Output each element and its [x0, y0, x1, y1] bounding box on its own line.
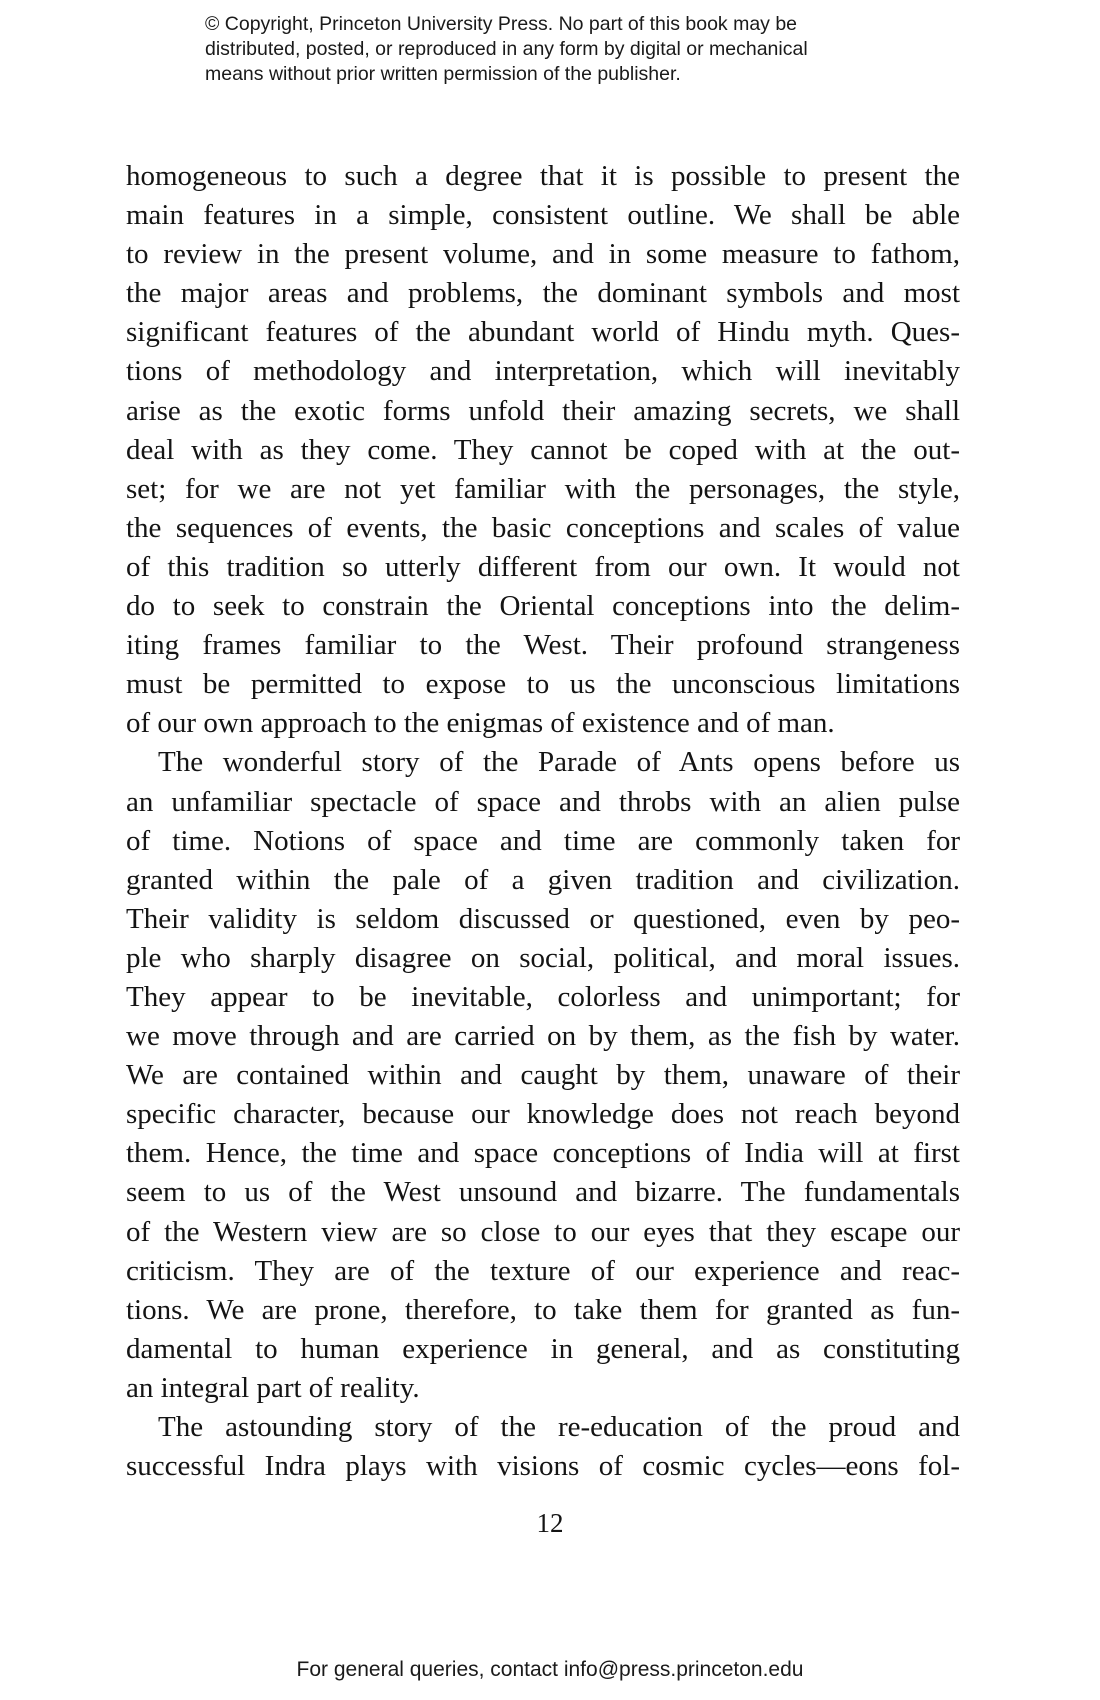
- text-line: of this tradition so utterly different from our own. It would not: [126, 550, 960, 583]
- text-line: set; for we are not yet familiar with the personages, the style,: [126, 472, 960, 505]
- text-line: tions of methodology and interpretation, which will inevitably: [126, 355, 960, 388]
- body-text: [126, 157, 960, 1486]
- text-line: ple who sharply disagree on social, political, and moral issues.: [126, 941, 960, 974]
- text-line: an unfamiliar spectacle of space and throbs with an alien pulse: [126, 785, 960, 818]
- paragraph-1: [126, 157, 960, 743]
- text-line: successful Indra plays with visions of cosmic cycles—eons fol-: [126, 1450, 960, 1483]
- page-number: 12: [536, 1508, 564, 1538]
- text-line: the major areas and problems, the dominant symbols and most: [126, 277, 960, 310]
- footer-contact: For general queries, contact info@press.princeton.edu: [296, 1658, 804, 1681]
- text-line: homogeneous to such a degree that it is possible to present the: [126, 160, 960, 192]
- text-line: significant features of the abundant world of Hindu myth. Ques-: [126, 316, 960, 349]
- text-line: them. Hence, the time and space conceptions of India will at first: [126, 1137, 960, 1170]
- text-line: tions. We are prone, therefore, to take them for granted as fun-: [126, 1293, 960, 1326]
- copyright-line: © Copyright, Princeton University Press. No part of this book may be: [205, 13, 798, 35]
- text-line: of the Western view are so close to our eyes that they escape our: [126, 1215, 960, 1248]
- text-line: we move through and are carried on by them, as the fish by water.: [126, 1020, 960, 1053]
- text-line: an integral part of reality.: [126, 1371, 420, 1404]
- text-line: must be permitted to expose to us the unconscious limitations: [126, 668, 960, 701]
- text-line: main features in a simple, consistent outline. We shall be able: [126, 199, 960, 232]
- paragraph-3: [126, 1408, 960, 1486]
- text-line: specific character, because our knowledge does not reach beyond: [126, 1098, 960, 1131]
- text-line: The wonderful story of the Parade of Ants opens before us: [158, 746, 960, 779]
- text-line: seem to us of the West unsound and bizarre. The fundamentals: [126, 1176, 960, 1209]
- copyright-notice: [205, 12, 925, 87]
- text-line: of our own approach to the enigmas of existence and of man.: [126, 707, 835, 740]
- text-line: criticism. They are of the texture of our experience and reac-: [126, 1254, 960, 1287]
- text-line: We are contained within and caught by them, unaware of their: [126, 1059, 960, 1092]
- copyright-line: distributed, posted, or reproduced in any form by digital or mechanical: [205, 38, 808, 60]
- text-line: to review in the present volume, and in some measure to fathom,: [126, 238, 960, 271]
- text-line: deal with as they come. They cannot be coped with at the out-: [126, 433, 960, 466]
- text-line: granted within the pale of a given tradition and civilization.: [126, 863, 960, 896]
- text-line: arise as the exotic forms unfold their amazing secrets, we shall: [126, 394, 960, 427]
- text-line: damental to human experience in general, and as constituting: [126, 1332, 960, 1365]
- text-line: Their validity is seldom discussed or questioned, even by peo-: [126, 902, 960, 935]
- text-line: They appear to be inevitable, colorless and unimportant; for: [126, 980, 960, 1013]
- text-line: do to seek to constrain the Oriental conceptions into the delim-: [126, 590, 960, 623]
- paragraph-2: [126, 743, 960, 1408]
- text-line: of time. Notions of space and time are commonly taken for: [126, 824, 960, 857]
- copyright-line: means without prior written permission of the publisher.: [205, 63, 681, 85]
- text-line: iting frames familiar to the West. Their profound strangeness: [126, 629, 960, 662]
- text-line: the sequences of events, the basic conceptions and scales of value: [126, 511, 960, 544]
- text-line: The astounding story of the re-education of the proud and: [158, 1411, 960, 1443]
